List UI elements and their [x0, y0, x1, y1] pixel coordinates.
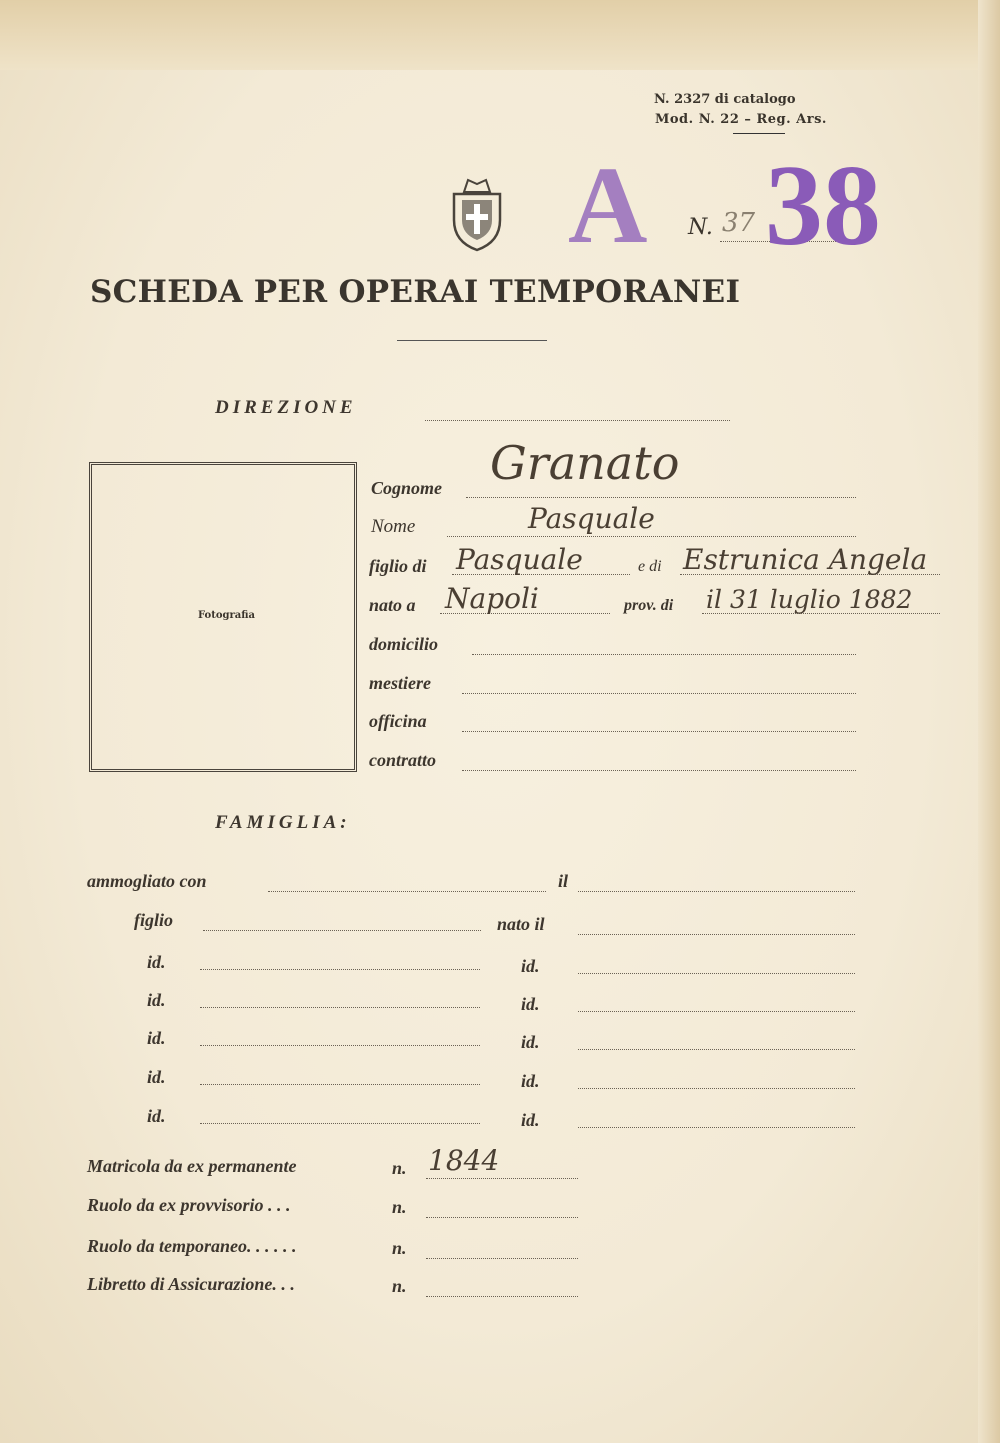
child-name-field[interactable]	[200, 1123, 480, 1124]
figlio-label: figlio	[134, 910, 173, 930]
nome-value: Pasquale	[528, 502, 655, 535]
direzione-label: DIREZIONE	[215, 397, 357, 418]
catalog-number: N. 2327 di catalogo	[654, 92, 796, 107]
nome-field[interactable]	[447, 536, 856, 537]
registro-n-label: n.	[392, 1158, 407, 1178]
figlio-di-value: Pasquale	[456, 543, 583, 576]
famiglia-heading: FAMIGLIA:	[215, 812, 351, 833]
child-date-field[interactable]	[578, 1049, 855, 1050]
prov-label: prov. di	[624, 597, 674, 614]
child-date-field[interactable]	[578, 1088, 855, 1089]
coat-of-arms-icon	[444, 170, 510, 256]
ammogliato-field[interactable]	[268, 891, 546, 892]
registro-label: Ruolo da temporaneo. . . . . .	[87, 1236, 297, 1256]
id-label: id.	[521, 1032, 540, 1052]
contratto-field[interactable]	[462, 770, 856, 771]
id-label: id.	[147, 1106, 166, 1126]
nato-a-value: Napoli	[445, 582, 539, 615]
id-label: id.	[521, 994, 540, 1014]
registro-n-label: n.	[392, 1197, 407, 1217]
series-stamp: A	[568, 144, 648, 266]
ammogliato-label: ammogliato con	[87, 871, 207, 891]
registro-label: Ruolo da ex provvisorio . . .	[87, 1195, 291, 1215]
figlio-field[interactable]	[203, 930, 481, 931]
e-di-label: e di	[638, 558, 662, 575]
figlio-date-field[interactable]	[578, 934, 855, 935]
mestiere-label: mestiere	[369, 673, 431, 693]
direzione-field[interactable]	[425, 420, 730, 421]
id-label: id.	[147, 990, 166, 1010]
number-stamp: 38	[765, 142, 881, 270]
id-label: id.	[521, 1071, 540, 1091]
title-divider	[397, 340, 547, 341]
registro-field[interactable]	[426, 1178, 578, 1179]
registro-field[interactable]	[426, 1296, 578, 1297]
child-name-field[interactable]	[200, 969, 480, 970]
id-label: id.	[521, 1110, 540, 1130]
id-label: id.	[147, 1028, 166, 1048]
cognome-value: Granato	[490, 436, 680, 490]
cognome-label: Cognome	[371, 478, 443, 498]
nato-a-label: nato a	[369, 595, 416, 615]
mestiere-field[interactable]	[462, 693, 856, 694]
child-date-field[interactable]	[578, 1011, 855, 1012]
page-title: SCHEDA PER OPERAI TEMPORANEI	[90, 274, 741, 310]
registro-n-label: n.	[392, 1238, 407, 1258]
child-date-field[interactable]	[578, 973, 855, 974]
registro-value: 1844	[428, 1144, 500, 1177]
cognome-field[interactable]	[466, 497, 856, 498]
id-label: id.	[521, 956, 540, 976]
photo-box	[89, 462, 357, 772]
child-date-field[interactable]	[578, 1127, 855, 1128]
figlio-di-label: figlio di	[369, 556, 427, 576]
photo-label: Fotografia	[198, 610, 256, 621]
model-number: Mod. N. 22 – Reg. Ars.	[655, 112, 827, 127]
contratto-label: contratto	[369, 750, 437, 770]
officina-label: officina	[369, 711, 427, 731]
ammogliato-date-field[interactable]	[578, 891, 855, 892]
nato-il-label: nato il	[497, 914, 545, 934]
divider	[733, 133, 785, 134]
registro-field[interactable]	[426, 1217, 578, 1218]
page-edge	[978, 0, 1000, 1443]
officina-field[interactable]	[462, 731, 856, 732]
il-label: il	[558, 871, 569, 891]
e-di-value: Estrunica Angela	[683, 543, 928, 576]
nome-label: Nome	[371, 516, 416, 537]
registro-label: Matricola da ex permanente	[87, 1156, 297, 1176]
registro-field[interactable]	[426, 1258, 578, 1259]
domicilio-label: domicilio	[369, 634, 438, 654]
handwritten-number: 37	[722, 208, 756, 238]
domicilio-field[interactable]	[472, 654, 856, 655]
id-label: id.	[147, 952, 166, 972]
child-name-field[interactable]	[200, 1084, 480, 1085]
child-name-field[interactable]	[200, 1007, 480, 1008]
id-label: id.	[147, 1067, 166, 1087]
child-name-field[interactable]	[200, 1045, 480, 1046]
registro-label: Libretto di Assicurazione. . .	[87, 1274, 295, 1294]
registro-n-label: n.	[392, 1276, 407, 1296]
prov-value: il 31 luglio 1882	[706, 585, 913, 614]
folded-top-edge	[0, 0, 1000, 70]
number-label: N.	[688, 215, 713, 240]
